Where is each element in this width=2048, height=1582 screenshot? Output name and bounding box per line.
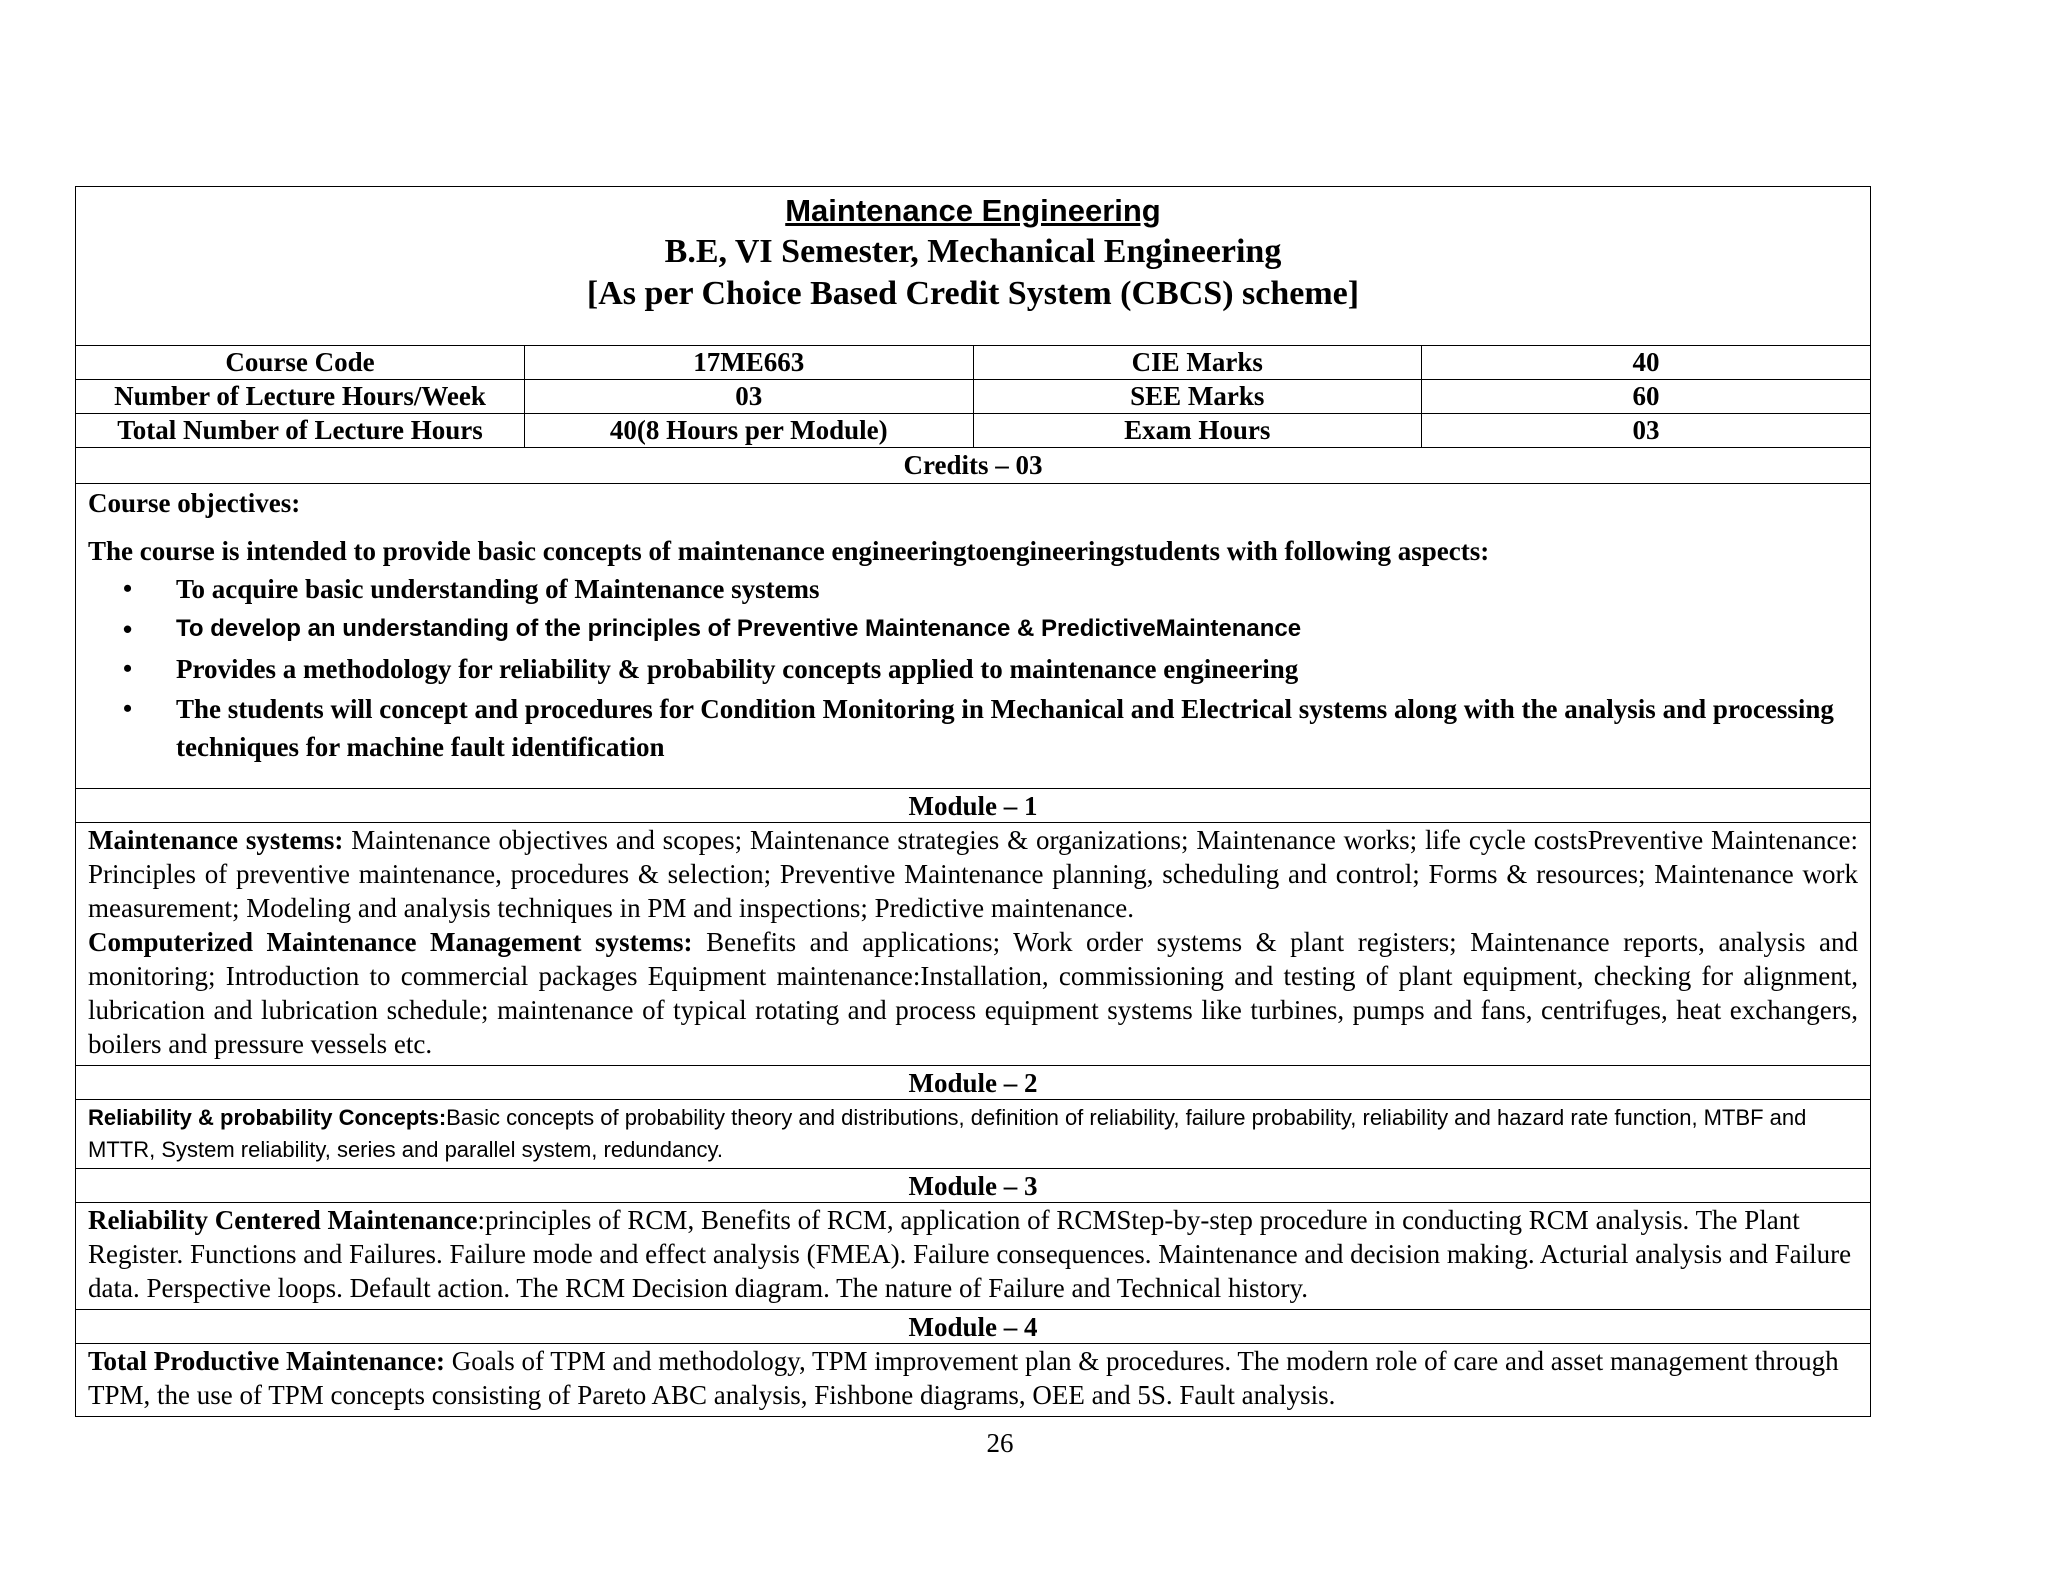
objective-item: • To develop an understanding of the principles of Preventive Maintenance & PredictiveMaintenance [176, 610, 1858, 648]
course-objectives [76, 483, 1870, 788]
objectives-intro: The course is intended to provide basic concepts of maintenance engineeringtoengineeringstudents with following aspects: [88, 536, 1490, 566]
info-label: SEE Marks [973, 380, 1422, 414]
info-row [76, 380, 1870, 414]
info-label: Course Code [76, 346, 525, 380]
module-1-content [76, 822, 1870, 1065]
topic-heading: Reliability & probability Concepts: [88, 1105, 447, 1130]
topic-text: :principles of RCM, Benefits of RCM, application of RCMStep-by-step procedure in conducting RCM analysis. The Plant Register. Functions and Failures. Failure mode and effect analysis (FMEA). Failure consequences. Maintenance and decision making. Acturial analysis and Failure data. Perspective loops. Default action. The RCM Decision diagram. The nature of Failure and Technical history. [88, 1205, 1852, 1303]
module-4-content [76, 1343, 1870, 1416]
info-row [76, 414, 1870, 448]
info-value: 17ME663 [525, 346, 974, 380]
objectives-title: Course objectives: [88, 488, 301, 518]
scheme-title: [As per Choice Based Credit System (CBCS) scheme] [586, 275, 1360, 312]
course-name: Maintenance Engineering [785, 193, 1161, 228]
module-1-paragraph [88, 925, 1858, 1061]
topic-text: Benefits and applications; Work order systems & plant registers; Maintenance reports, analysis and monitoring; Introduction to commercial packages Equipment maintenance:Installation, commissioning and testing of plant equipment, checking for alignment, lubrication and lubrication schedule; maintenance of typical rotating and process equipment systems like turbines, pumps and fans, centrifuges, heat exchangers, boilers and pressure vessels etc. [88, 927, 1859, 1059]
info-value: 03 [1422, 414, 1871, 448]
objective-item: • Provides a methodology for reliability & probability concepts applied to maintenance engineering [176, 650, 1858, 688]
objective-item: • To acquire basic understanding of Maintenance systems [176, 570, 1858, 608]
module-3-content [76, 1202, 1870, 1309]
module-4-title: Module – 4 [76, 1309, 1870, 1343]
syllabus-sheet [75, 186, 1871, 1417]
info-label: Total Number of Lecture Hours [76, 414, 525, 448]
credits-row: Credits – 03 [903, 450, 1043, 480]
topic-heading: Reliability Centered Maintenance [88, 1205, 478, 1235]
info-value: 60 [1422, 380, 1871, 414]
course-info-table [76, 346, 1870, 448]
info-label: Number of Lecture Hours/Week [76, 380, 525, 414]
topic-text: Goals of TPM and methodology, TPM improvement plan & procedures. The modern role of care and asset management through TPM, the use of TPM concepts consisting of Pareto ABC analysis, Fishbone diagrams, OEE and 5S. Fault analysis. [88, 1346, 1839, 1410]
info-value: 40(8 Hours per Module) [525, 414, 974, 448]
program-title: B.E, VI Semester, Mechanical Engineering [664, 233, 1282, 270]
topic-heading: Maintenance systems: [88, 825, 344, 855]
topic-heading: Computerized Maintenance Management systems: [88, 927, 693, 957]
info-label: Exam Hours [973, 414, 1422, 448]
module-2-title: Module – 2 [76, 1065, 1870, 1099]
page-number: 26 [986, 1428, 1014, 1458]
module-3-title: Module – 3 [76, 1168, 1870, 1202]
info-value: 40 [1422, 346, 1871, 380]
info-value: 03 [525, 380, 974, 414]
course-header [76, 187, 1870, 346]
module-1-paragraph [88, 823, 1858, 925]
topic-text: Basic concepts of probability theory and distributions, definition of reliability, failure probability, reliability and hazard rate function, MTBF and MTTR, System reliability, series and parallel system, redundancy. [88, 1105, 1807, 1162]
info-row [76, 346, 1870, 380]
objective-item: • The students will concept and procedures for Condition Monitoring in Mechanical and Electrical systems along with the analysis and processing techniques for machine fault identification [176, 690, 1858, 766]
topic-heading: Total Productive Maintenance: [88, 1346, 445, 1376]
topic-text: Maintenance objectives and scopes; Maintenance strategies & organizations; Maintenance works; life cycle costsPreventive Maintenance: Principles of preventive maintenance, procedures & selection; Preventive Maintenance planning, scheduling and control; Forms & resources; Maintenance work measurement; Modeling and analysis techniques in PM and inspections; Predictive maintenance. [88, 825, 1858, 923]
objectives-list [88, 570, 1858, 766]
info-label: CIE Marks [973, 346, 1422, 380]
module-1-title: Module – 1 [76, 788, 1870, 822]
module-2-content [76, 1099, 1870, 1168]
